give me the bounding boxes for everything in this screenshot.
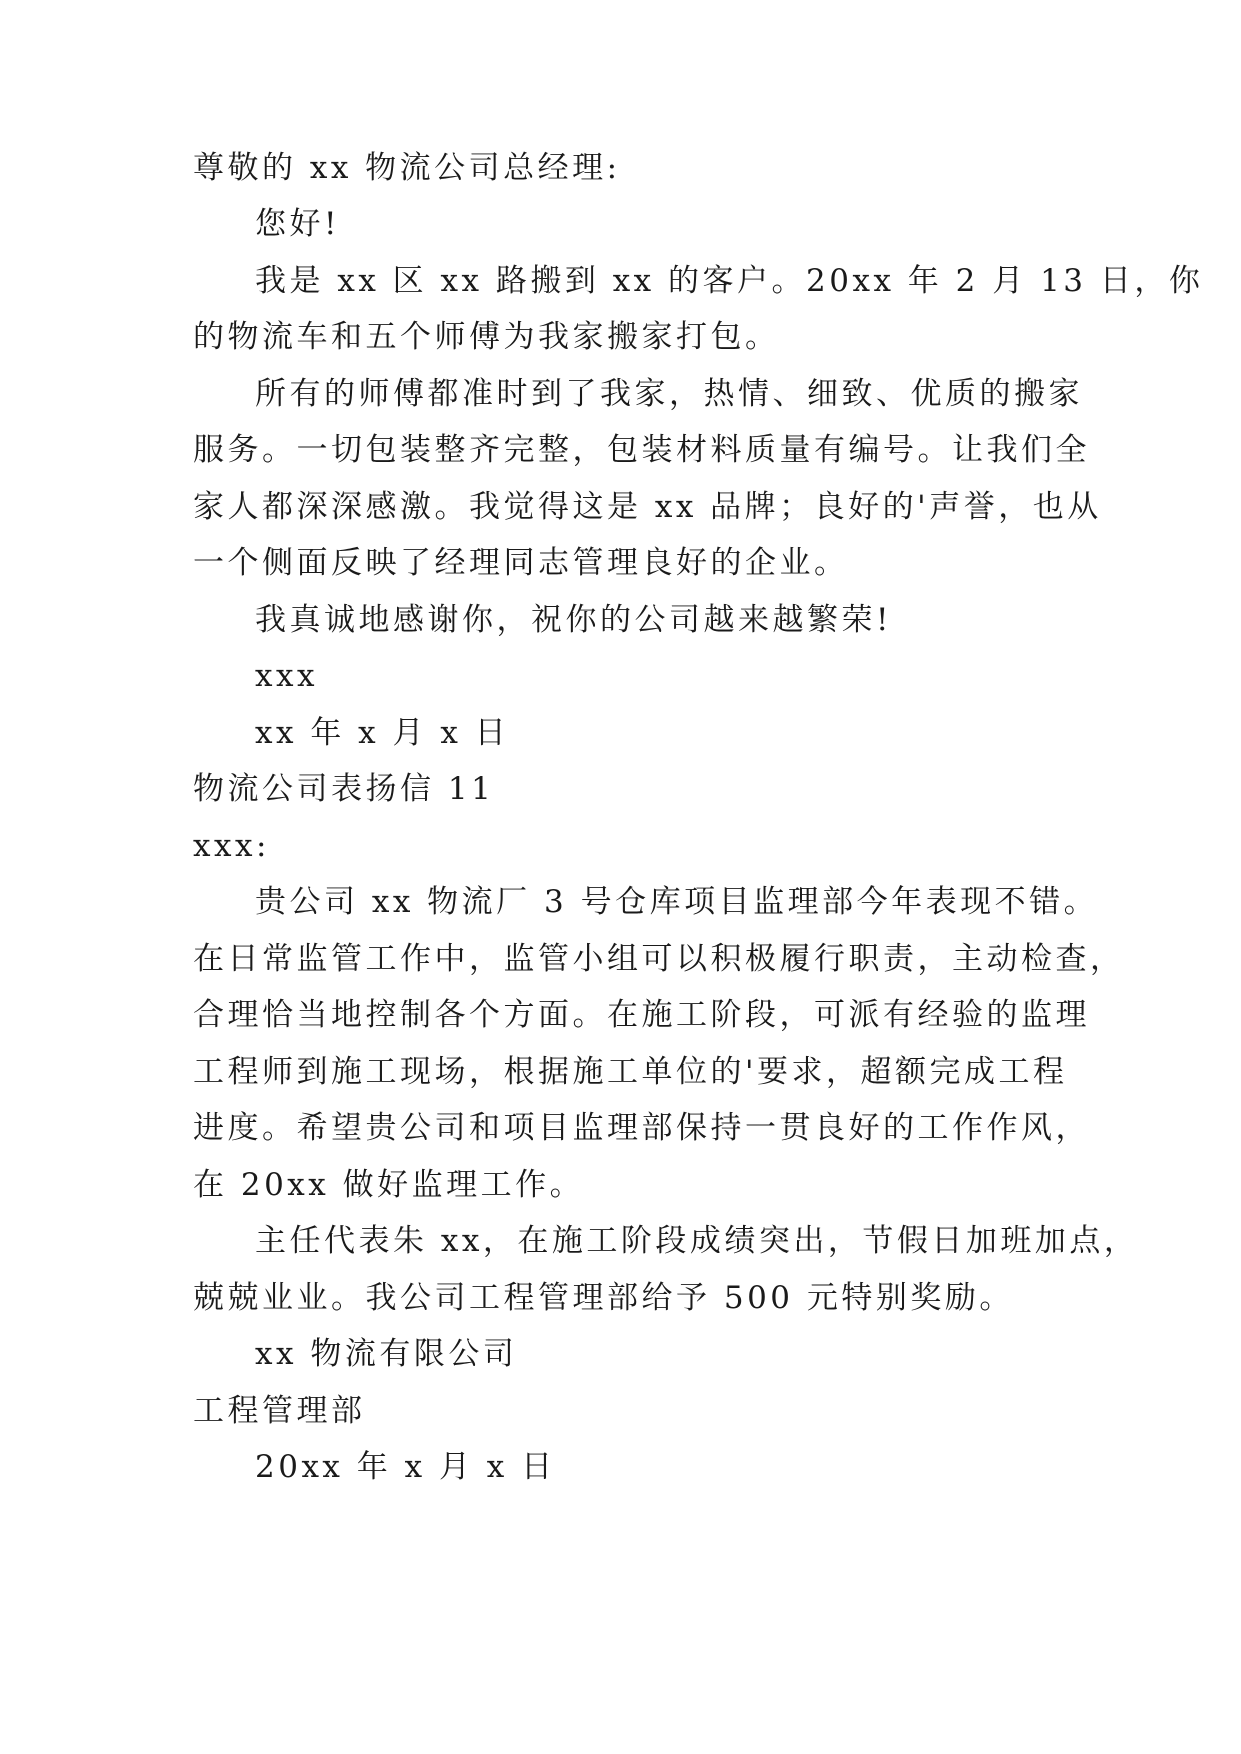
- body-line: 一个侧面反映了经理同志管理良好的企业。: [193, 545, 849, 581]
- section-title: 物流公司表扬信 11: [193, 771, 495, 807]
- signature-date: xx 年 x 月 x 日: [255, 715, 510, 751]
- body-line: 兢兢业业。我公司工程管理部给予 500 元特别奖励。: [193, 1280, 1014, 1316]
- body-line: 的物流车和五个师傅为我家搬家打包。: [193, 319, 780, 355]
- body-line: 所有的师傅都准时到了我家，热情、细致、优质的搬家: [255, 376, 1083, 412]
- body-line: 服务。一切包装整齐完整，包装材料质量有编号。让我们全: [193, 432, 1090, 468]
- signature-department: 工程管理部: [193, 1393, 366, 1429]
- body-line: 主任代表朱 xx，在施工阶段成绩突出，节假日加班加点，: [255, 1223, 1139, 1259]
- body-line: 家人都深深感激。我觉得这是 xx 品牌；良好的'声誉，也从: [193, 489, 1102, 525]
- body-line: 我真诚地感谢你，祝你的公司越来越繁荣!: [255, 602, 892, 638]
- body-line: 我是 xx 区 xx 路搬到 xx 的客户。20xx 年 2 月 13 日，你: [255, 263, 1204, 299]
- signature-date: 20xx 年 x 月 x 日: [255, 1449, 556, 1485]
- greeting: 您好!: [255, 206, 340, 242]
- body-line: 工程师到施工现场，根据施工单位的'要求，超额完成工程: [193, 1054, 1068, 1090]
- body-line: 进度。希望贵公司和项目监理部保持一贯良好的工作作风，: [193, 1110, 1090, 1146]
- salutation: 尊敬的 xx 物流公司总经理:: [193, 150, 621, 186]
- signature-name: xxx: [255, 658, 318, 694]
- salutation: xxx:: [193, 828, 270, 864]
- signature-company: xx 物流有限公司: [255, 1336, 518, 1372]
- body-line: 在 20xx 做好监理工作。: [193, 1167, 585, 1203]
- body-line: 在日常监管工作中，监管小组可以积极履行职责，主动检查，: [193, 941, 1125, 977]
- body-line: 贵公司 xx 物流厂 3 号仓库项目监理部今年表现不错。: [255, 884, 1099, 920]
- body-line: 合理恰当地控制各个方面。在施工阶段，可派有经验的监理: [193, 997, 1090, 1033]
